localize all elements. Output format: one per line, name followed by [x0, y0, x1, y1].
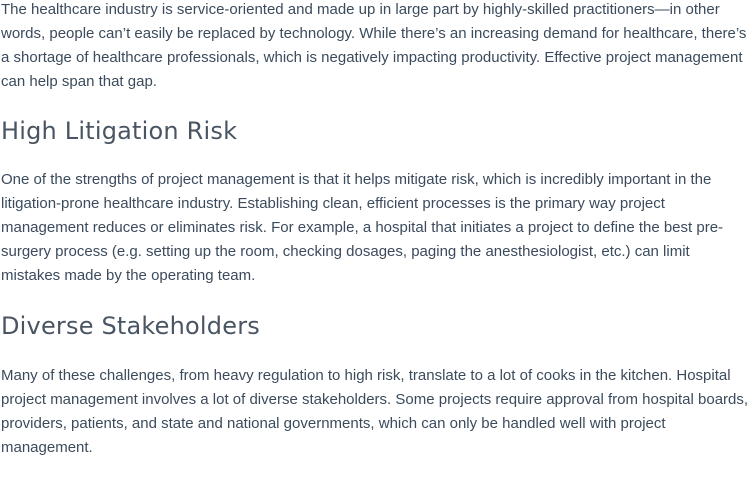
section-paragraph-litigation-risk: One of the strengths of project management is that it helps mitigate risk, which is incredibly important in the litigation-prone healthcare industry. Establishing clean, efficient processes is the primary way project management reduces or eliminates risk. For example, a hospital that initiates a project to define the best pre-surgery process (e.g. setting up the room, checking dosages, paging the anesthesiologist, etc.) can limit mistakes made by the operating team. — [1, 171, 724, 284]
section-paragraph-diverse-stakeholders: Many of these challenges, from heavy regulation to high risk, translate to a lot of cooks in the kitchen. Hospital project management involves a lot of diverse stakeholders. Some projects require approval from hospital boards, providers, patients, and state and national governments, which can only be handled well with project management. — [1, 367, 749, 456]
section-heading-diverse-stakeholders: Diverse Stakeholders — [1, 312, 260, 340]
intro-paragraph: The healthcare industry is service-oriented and made up in large part by highly-skilled practitioners—in other words, people can’t easily be replaced by technology. While there’s an increasing demand for healthcare, there’s a shortage of healthcare professionals, which is negatively impacting productivity. Effective project management can help span that gap. — [1, 1, 747, 90]
section-heading-litigation-risk: High Litigation Risk — [1, 117, 238, 145]
